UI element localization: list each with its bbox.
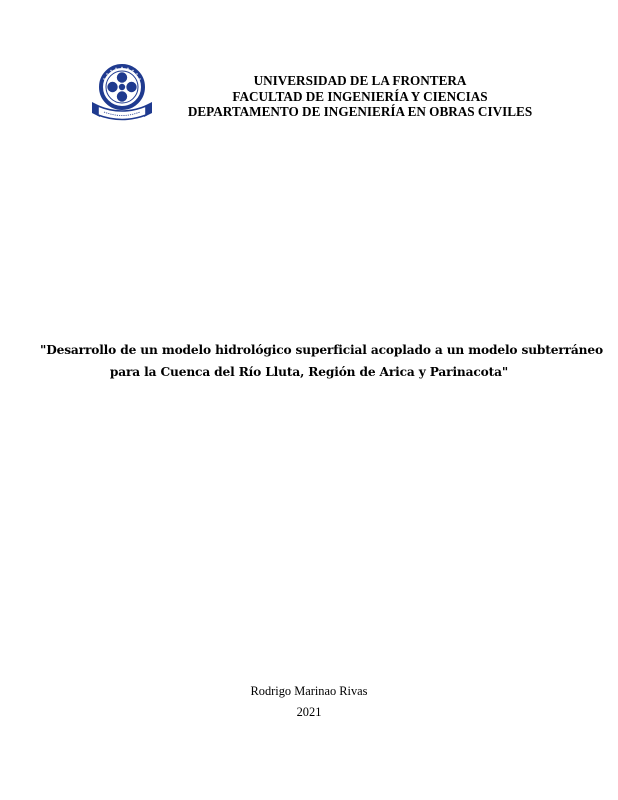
institution-header [160,73,560,120]
thesis-title-line-2: para la Cuenca del Río Lluta, Región de Arica y Parinacota" [109,365,509,379]
author-name: Rodrigo Marinao Rivas [250,684,368,698]
faculty-name: FACULTAD DE INGENIERÍA Y CIENCIAS [232,88,488,104]
thesis-title-line-1: "Desarrollo de un modelo hidrológico superficial acoplado a un modelo subterráneo [40,343,603,357]
department-name: DEPARTAMENTO DE INGENIERÍA EN OBRAS CIVILES [187,104,533,119]
university-name: UNIVERSIDAD DE LA FRONTERA [253,73,467,88]
publication-year: 2021 [296,705,322,719]
university-seal-icon [86,62,158,124]
thesis-title [40,339,603,383]
